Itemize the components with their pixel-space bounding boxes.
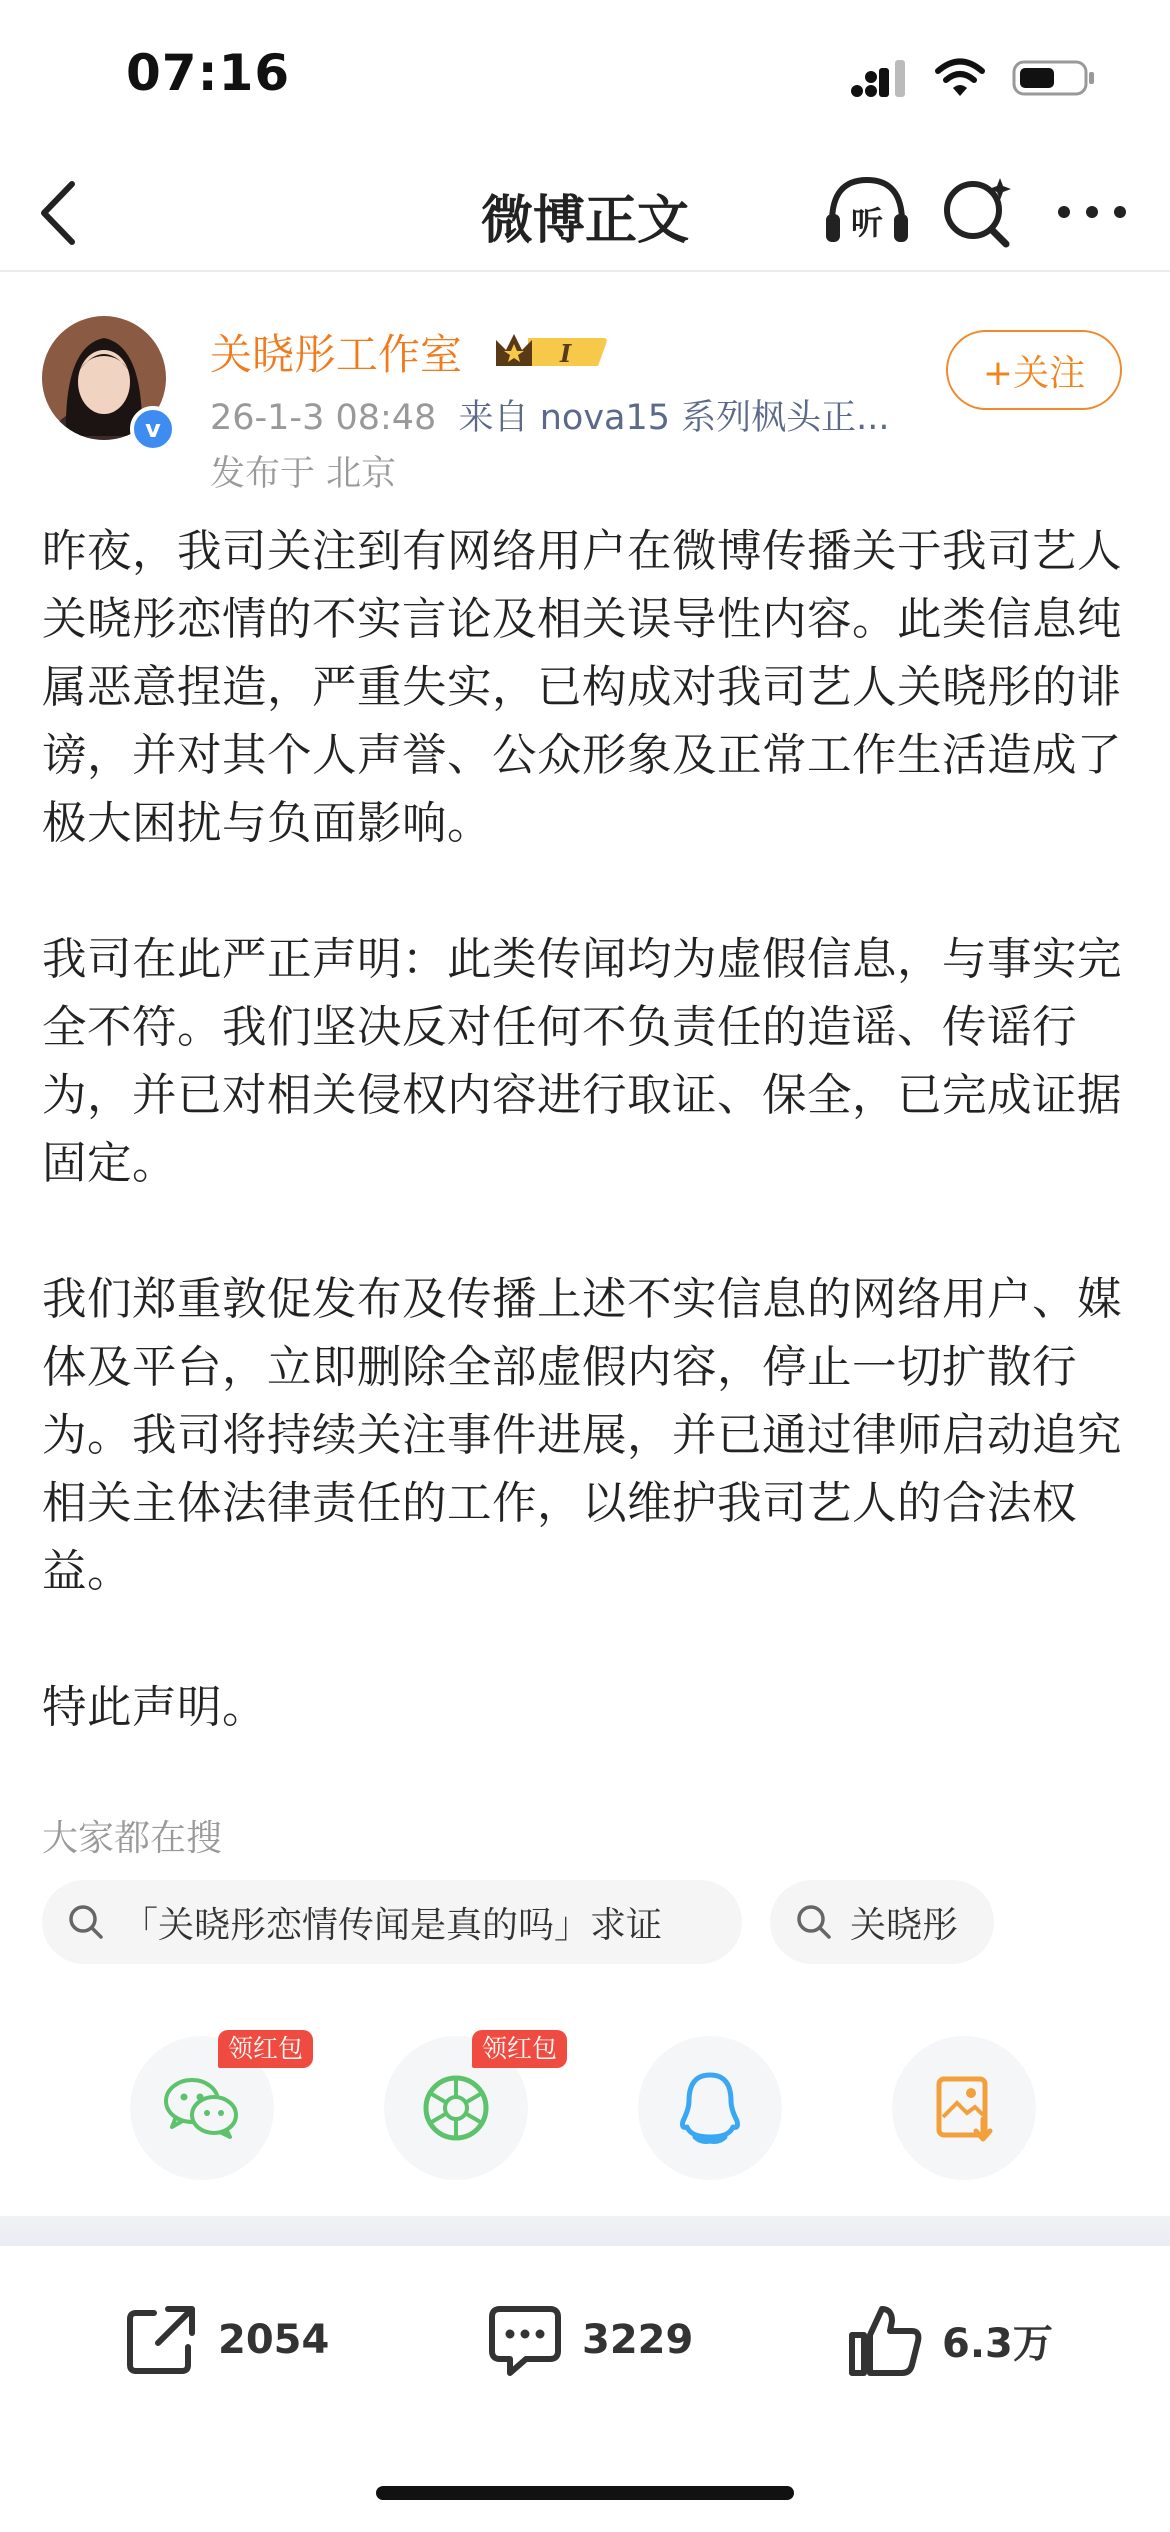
search-chip-label: 「关晓彤恋情传闻是真的吗」求证	[122, 1904, 663, 1946]
post-meta	[210, 390, 890, 440]
wechat-icon	[162, 2073, 242, 2143]
post-paragraph: 昨夜，我司关注到有网络用户在微博传播关于我司艺人关晓彤恋情的不实言论及相关误导性内容。此类信息纯属恶意捏造，严重失实，已构成对我司艺人关晓彤的诽谤，并对其个人声誉、公众形象及正常工作生活造成了极大困扰与负面影响。	[42, 526, 1123, 849]
post-location: 发布于 北京	[210, 454, 397, 494]
author-name[interactable]: 关晓彤工作室	[210, 330, 463, 379]
headphones-icon	[822, 170, 912, 250]
vip-badge[interactable]	[492, 326, 610, 374]
more-icon	[1052, 172, 1132, 252]
search-chip-label: 关晓彤	[850, 1904, 959, 1946]
post-paragraph: 我们郑重敦促发布及传播上述不实信息的网络用户、媒体及平台，立即删除全部虚假内容，停止一切扩散行为。我司将持续关注事件进展，并已通过律师启动追究相关主体法律责任的工作，以维护我司艺人的合法权益。	[42, 1274, 1123, 1597]
wifi-icon	[934, 58, 986, 98]
qq-icon	[677, 2071, 743, 2145]
search-icon	[66, 1902, 106, 1942]
post-content	[42, 518, 1132, 1742]
save-image-icon	[933, 2073, 995, 2143]
follow-button[interactable]: +关注	[946, 330, 1122, 410]
crown-icon	[492, 326, 610, 374]
status-time: 07:16	[126, 44, 291, 102]
post-paragraph: 特此声明。	[42, 1682, 268, 1733]
search-chip[interactable]	[770, 1880, 994, 1964]
post-timestamp: 26-1-3 08:48	[210, 398, 437, 438]
section-separator	[0, 2216, 1170, 2246]
red-packet-badge: 领红包	[472, 2030, 567, 2068]
top-nav	[0, 150, 1170, 270]
repost-button[interactable]	[122, 2300, 329, 2380]
page-title: 微博正文	[480, 191, 689, 251]
comment-icon	[486, 2301, 564, 2379]
trending-search-heading: 大家都在搜	[42, 1818, 223, 1859]
listen-label: 听	[850, 204, 884, 242]
post-paragraph: 我司在此严正声明：此类传闻均为虚假信息，与事实完全不符。我们坚决反对任何不负责任的造谣、传谣行为，并已对相关侵权内容进行取证、保全，已完成证据固定。	[42, 934, 1123, 1189]
cellular-signal-icon	[850, 58, 908, 98]
search-button[interactable]	[938, 172, 1018, 252]
comment-button[interactable]	[486, 2300, 693, 2380]
post-source[interactable]: 来自 nova15 系列枫头正...	[458, 398, 890, 438]
search-icon	[794, 1902, 834, 1942]
share-qq-button[interactable]	[638, 2036, 782, 2180]
like-count: 6.3万	[942, 2320, 1053, 2367]
status-icons	[850, 52, 1096, 104]
search-chip[interactable]	[42, 1880, 742, 1964]
red-packet-badge: 领红包	[218, 2030, 313, 2068]
save-image-button[interactable]	[892, 2036, 1036, 2180]
nav-divider	[0, 270, 1170, 272]
thumbs-up-icon	[846, 2301, 924, 2379]
vip-level: I	[560, 339, 572, 368]
more-button[interactable]	[1052, 172, 1132, 252]
comment-count: 3229	[582, 2317, 694, 2363]
listen-button[interactable]	[822, 170, 912, 250]
repost-icon	[122, 2301, 200, 2379]
repost-count: 2054	[218, 2317, 330, 2363]
search-icon	[938, 172, 1018, 252]
moments-icon	[421, 2073, 491, 2143]
home-indicator[interactable]	[376, 2486, 794, 2500]
like-button[interactable]	[846, 2300, 1053, 2380]
battery-icon	[1012, 58, 1096, 98]
verified-badge: v	[130, 406, 176, 452]
